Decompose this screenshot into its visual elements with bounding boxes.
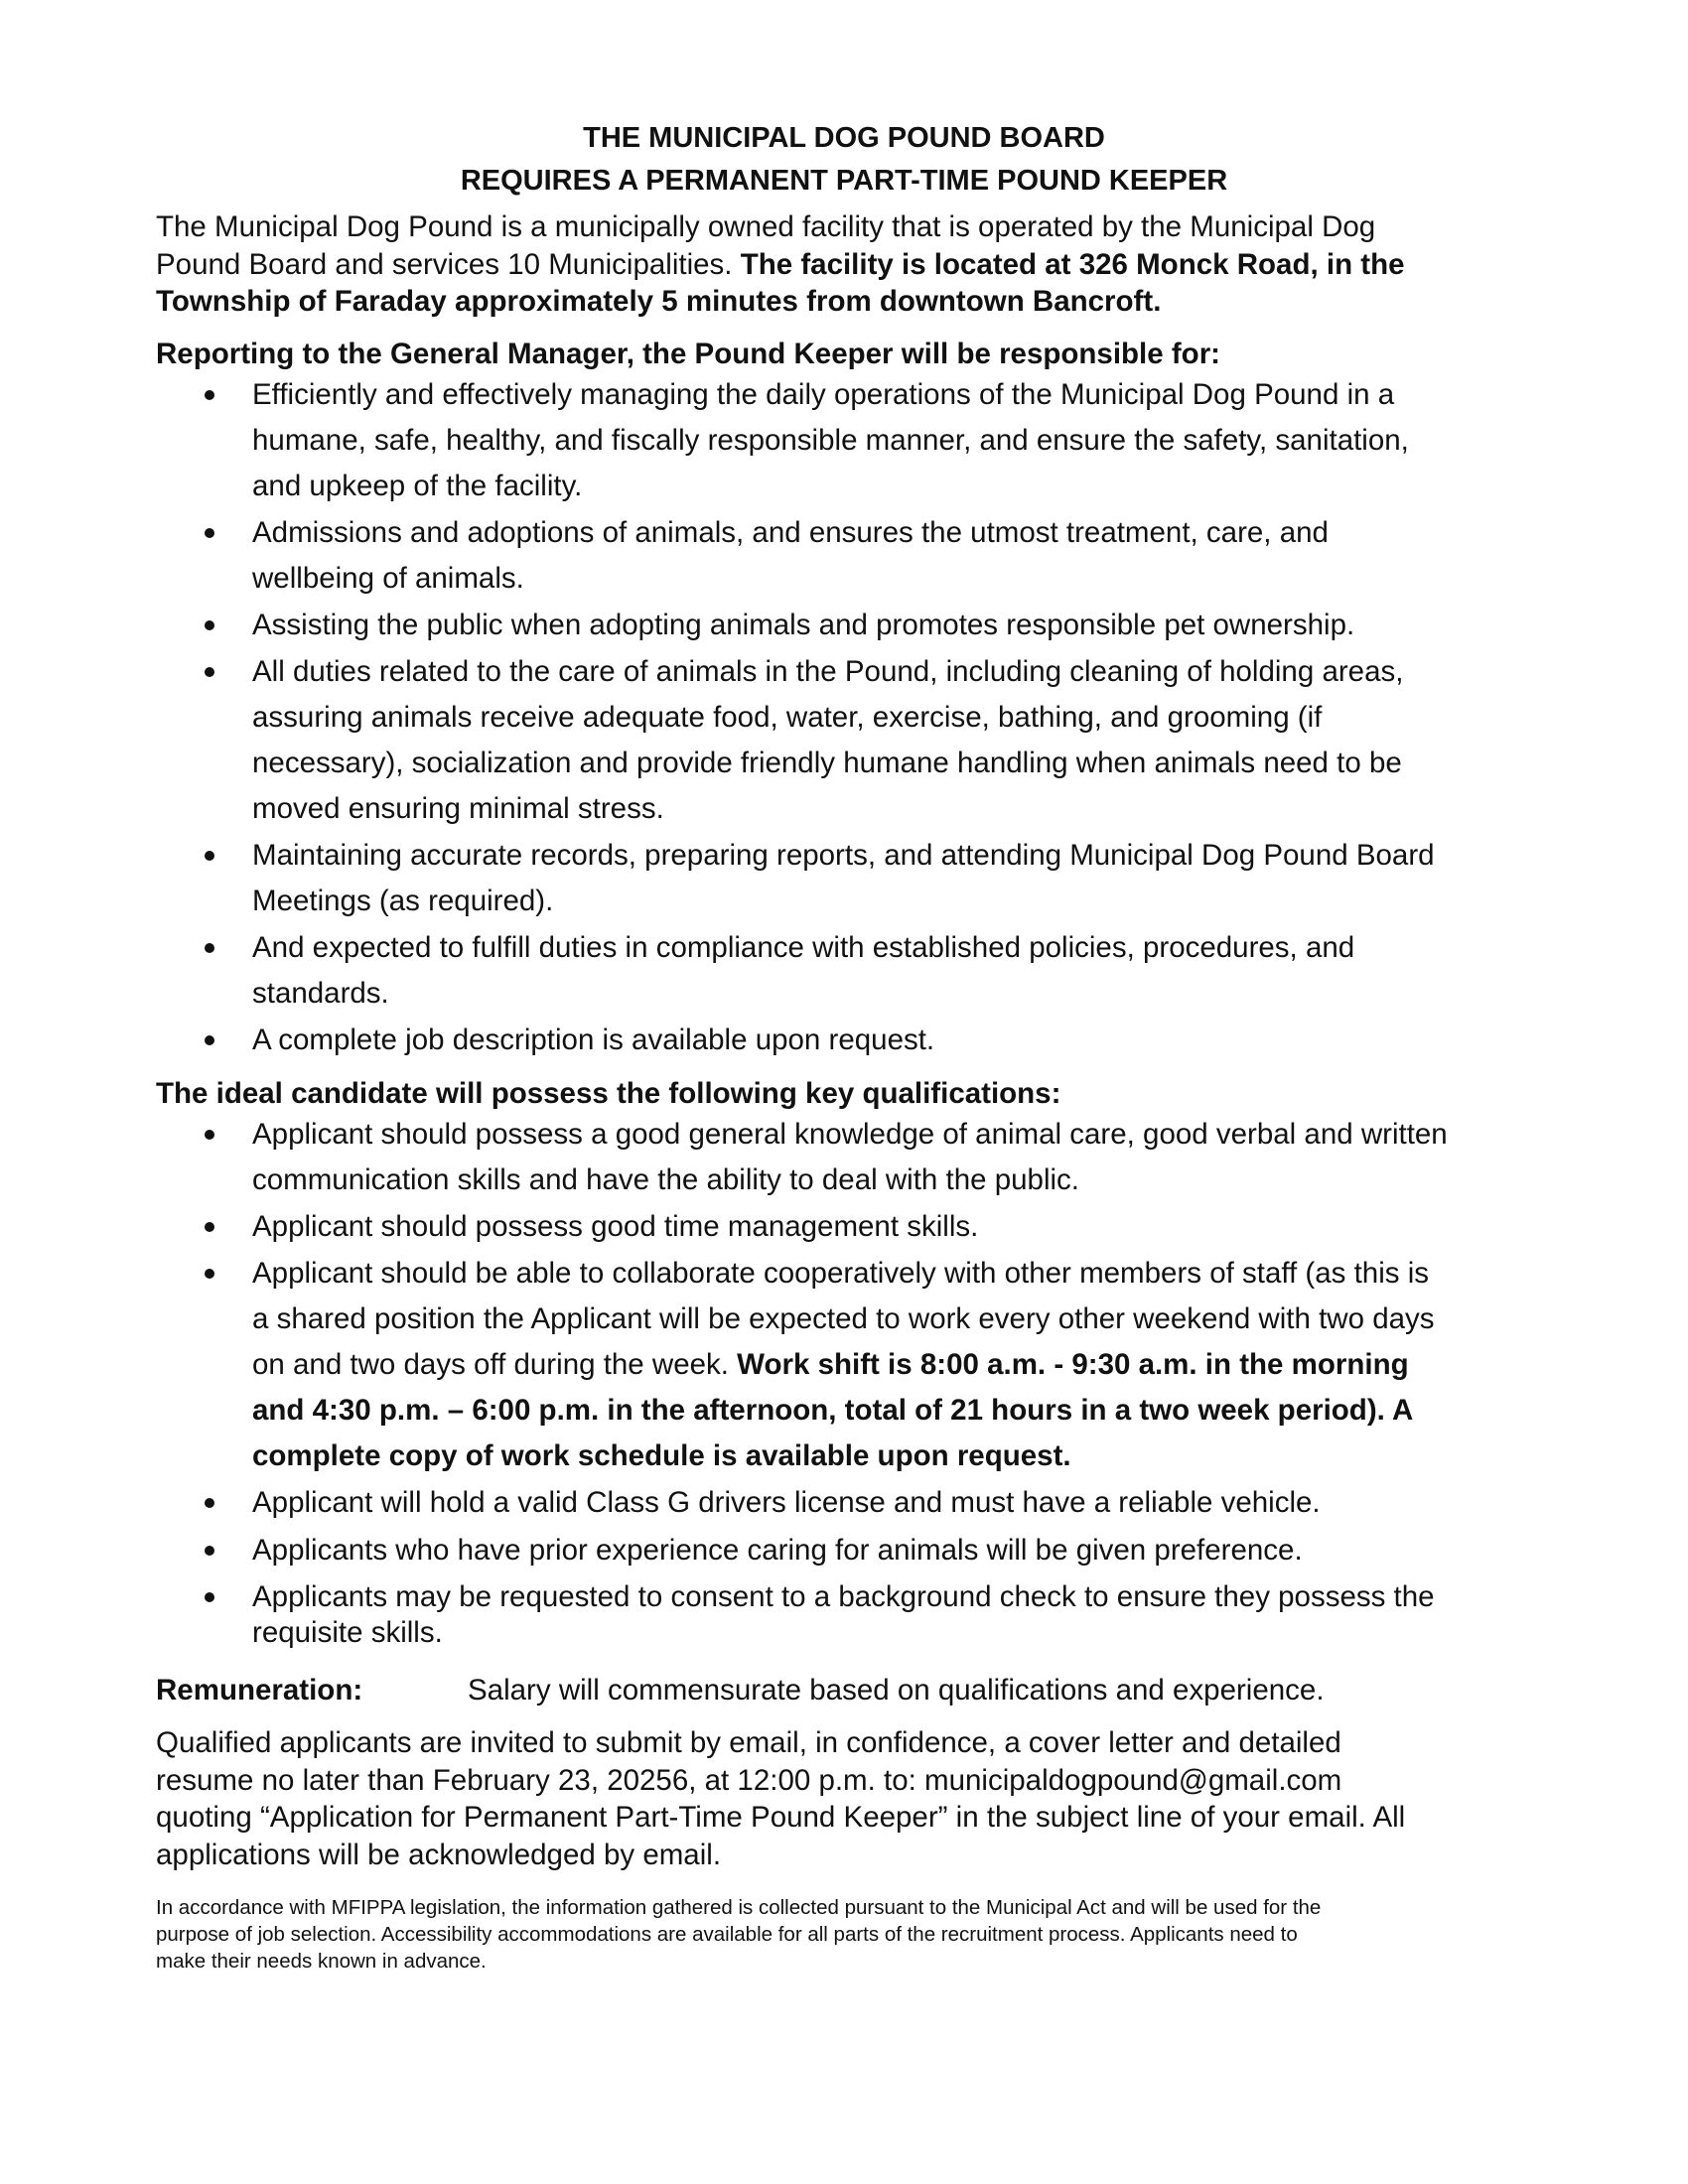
application-line: applications will be acknowledged by email. (156, 1839, 722, 1871)
list-item-continuation: standards. (252, 977, 389, 1010)
bullet-dot-icon (205, 1269, 214, 1279)
list-item-continuation: Meetings (as required). (252, 885, 554, 917)
bullet-dot-icon (205, 1592, 214, 1602)
bullet-dot-icon (205, 620, 214, 630)
list-item: Applicants who have prior experience caring for animals will be given preference. (252, 1534, 1303, 1567)
intro-line (156, 250, 1405, 280)
bullet-dot-icon (205, 1130, 214, 1140)
work-shift-text: and 4:30 p.m. – 6:00 p.m. in the afternoon, total of 21 hours in a two week period). A (252, 1394, 1414, 1427)
facility-location: Township of Faraday approximately 5 minutes from downtown Bancroft. (156, 285, 1162, 318)
list-item-continuation: and upkeep of the facility. (252, 470, 583, 502)
bullet-dot-icon (205, 667, 214, 677)
list-item-continuation: communication skills and have the ability to deal with the public. (252, 1163, 1080, 1196)
list-item-continuation: wellbeing of animals. (252, 562, 524, 595)
list-item: Assisting the public when adopting animals and promotes responsible pet ownership. (252, 609, 1355, 641)
list-item: Applicants may be requested to consent to a background check to ensure they possess the (252, 1580, 1435, 1613)
list-item-continuation: assuring animals receive adequate food, water, exercise, bathing, and grooming (if (252, 701, 1323, 734)
work-shift-text: complete copy of work schedule is available upon request. (252, 1439, 1071, 1472)
list-item: Maintaining accurate records, preparing reports, and attending Municipal Dog Pound Board (252, 839, 1435, 872)
list-item: Applicant should possess good time management skills. (252, 1210, 979, 1243)
application-line: Qualified applicants are invited to submit by email, in confidence, a cover letter and detailed (156, 1726, 1341, 1759)
bullet-dot-icon (205, 528, 214, 538)
list-item: Applicant should possess a good general knowledge of animal care, good verbal and written (252, 1118, 1448, 1151)
footnote-line: In accordance with MFIPPA legislation, the information gathered is collected pursuant to the Municipal Act and will be used for the (156, 1896, 1322, 1919)
list-item-continuation: requisite skills. (252, 1616, 443, 1649)
schedule-text: on and two days off during the week. (252, 1348, 738, 1381)
bullet-dot-icon (205, 390, 214, 400)
footnote-line: purpose of job selection. Accessibility accommodations are available for all parts of the recruitment process. Applicants need to (156, 1923, 1298, 1946)
facility-location: The facility is located at 326 Monck Road, in the (740, 248, 1405, 281)
remuneration-text: Salary will commensurate based on qualifications and experience. (468, 1674, 1325, 1706)
application-line: quoting “Application for Permanent Part-Time Pound Keeper” in the subject line of your email. All (156, 1801, 1406, 1834)
bullet-dot-icon (205, 943, 214, 953)
bullet-dot-icon (205, 1035, 214, 1045)
intro-text: Pound Board and services 10 Municipalities. (156, 248, 741, 281)
list-item: All duties related to the care of animals in the Pound, including cleaning of holding areas, (252, 655, 1404, 688)
bullet-dot-icon (205, 851, 214, 861)
page-subtitle: REQUIRES A PERMANENT PART-TIME POUND KEEPER (460, 165, 1228, 197)
list-item-continuation: moved ensuring minimal stress. (252, 792, 664, 825)
list-item: Applicant should be able to collaborate cooperatively with other members of staff (as this is (252, 1257, 1429, 1290)
list-item: A complete job description is available upon request. (252, 1024, 935, 1056)
list-item-continuation: humane, safe, healthy, and fiscally responsible manner, and ensure the safety, sanitation, (252, 424, 1409, 457)
work-shift-text: Work shift is 8:00 a.m. - 9:30 a.m. in the morning (737, 1348, 1409, 1381)
bullet-dot-icon (205, 1546, 214, 1556)
intro-line: The Municipal Dog Pound is a municipally owned facility that is operated by the Municipal Dog (156, 210, 1376, 243)
bullet-dot-icon (205, 1222, 214, 1232)
list-item-continuation: a shared position the Applicant will be expected to work every other weekend with two days (252, 1302, 1435, 1335)
footnote-line: make their needs known in advance. (156, 1950, 487, 1973)
responsibilities-heading: Reporting to the General Manager, the Pound Keeper will be responsible for: (156, 338, 1220, 370)
bullet-dot-icon (205, 1498, 214, 1508)
qualifications-heading: The ideal candidate will possess the following key qualifications: (156, 1077, 1061, 1110)
list-item: And expected to fulfill duties in compliance with established policies, procedures, and (252, 931, 1355, 964)
list-item: Admissions and adoptions of animals, and ensures the utmost treatment, care, and (252, 516, 1329, 549)
list-item: Applicant will hold a valid Class G drivers license and must have a reliable vehicle. (252, 1486, 1321, 1519)
application-line: resume no later than February 23, 20256, at 12:00 p.m. to: municipaldogpound@gmail.com (156, 1764, 1342, 1797)
remuneration-label: Remuneration: (156, 1674, 363, 1706)
list-item-continuation (252, 1350, 1409, 1380)
page-title: THE MUNICIPAL DOG POUND BOARD (583, 122, 1105, 154)
list-item-continuation: necessary), socialization and provide friendly humane handling when animals need to be (252, 747, 1402, 779)
list-item: Efficiently and effectively managing the daily operations of the Municipal Dog Pound in a (252, 378, 1395, 411)
